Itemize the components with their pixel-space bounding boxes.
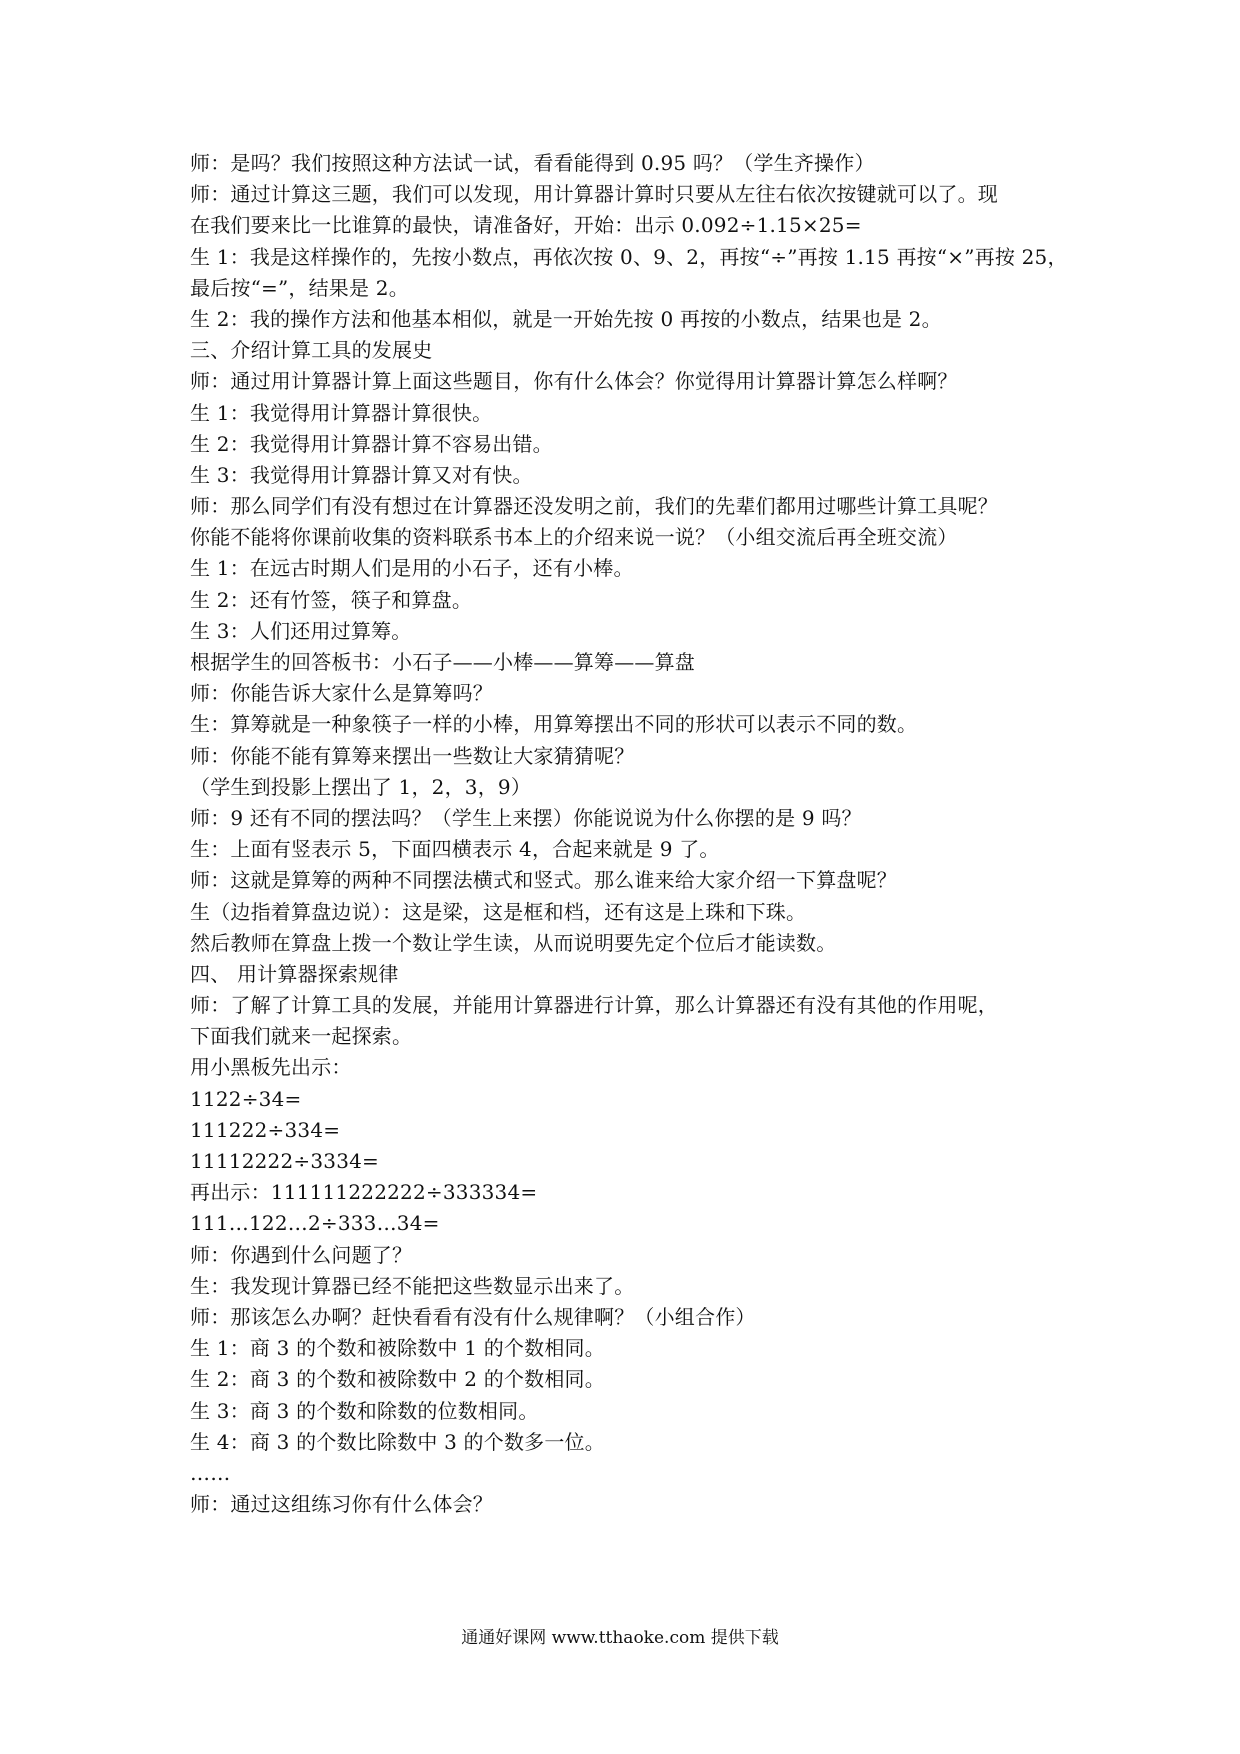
equation-line: 111…122…2÷333…34=: [190, 1211, 440, 1236]
text-line: 师：这就是算筹的两种不同摆法横式和竖式。那么谁来给大家介绍一下算盘呢？: [190, 868, 897, 893]
text-line: （学生到投影上摆出了 1，2，3，9）: [190, 774, 532, 799]
text-line: 生：上面有竖表示 5，下面四横表示 4，合起来就是 9 了。: [190, 837, 720, 862]
text-line: 生 1：商 3 的个数和被除数中 1 的个数相同。: [190, 1336, 605, 1361]
text-line: 生 1：我觉得用计算器计算很快。: [190, 400, 493, 425]
text-line: 师：通过这组练习你有什么体会？: [190, 1492, 493, 1517]
text-line: 生 1：在远古时期人们是用的小石子，还有小棒。: [190, 556, 634, 581]
text-line: 师：那该怎么办啊？赶快看看有没有什么规律啊？（小组合作）: [190, 1304, 756, 1329]
text-line: 生 2：我的操作方法和他基本相似，就是一开始先按 0 再按的小数点，结果也是 2。: [190, 306, 942, 331]
document-body: [190, 148, 1070, 1520]
ellipsis-line: ……: [190, 1460, 231, 1485]
text-line: 然后教师在算盘上拨一个数让学生读，从而说明要先定个位后才能读数。: [190, 930, 837, 955]
text-line: 在我们要来比一比谁算的最快，请准备好，开始：出示 0.092÷1.15×25=: [190, 213, 862, 238]
text-line: 生 3：人们还用过算筹。: [190, 618, 412, 643]
text-line: 师：那么同学们有没有想过在计算器还没发明之前，我们的先辈们都用过哪些计算工具呢？: [190, 494, 998, 519]
text-line: 生 2：还有竹签，筷子和算盘。: [190, 587, 473, 612]
equation-line: 再出示：111111222222÷333334=: [190, 1180, 538, 1205]
section-heading: 四、 用计算器探索规律: [190, 961, 399, 986]
text-line: 师：你遇到什么问题了？: [190, 1242, 413, 1267]
text-line: 师：了解了计算工具的发展，并能用计算器进行计算，那么计算器还有没有其他的作用呢，: [190, 993, 998, 1018]
text-line: 师：你能告诉大家什么是算筹吗？: [190, 681, 493, 706]
equation-line: 11112222÷3334=: [190, 1149, 380, 1173]
text-line: 师：是吗？我们按照这种方法试一试，看看能得到 0.95 吗？（学生齐操作）: [190, 151, 875, 175]
text-line: 生 3：商 3 的个数和除数的位数相同。: [190, 1398, 539, 1423]
section-heading: 三、介绍计算工具的发展史: [190, 338, 433, 363]
text-line: 你能不能将你课前收集的资料联系书本上的介绍来说一说？（小组交流后再全班交流）: [190, 525, 958, 550]
text-line: 下面我们就来一起探索。: [190, 1024, 413, 1049]
text-line: 最后按“=”，结果是 2。: [190, 275, 409, 300]
equation-line: 1122÷34=: [190, 1086, 302, 1111]
page-footer: 通通好课网 www.tthaoke.com 提供下载: [461, 1628, 779, 1648]
text-line: 用小黑板先出示：: [190, 1055, 352, 1080]
text-line: 师：你能不能有算筹来摆出一些数让大家猜猜呢？: [190, 743, 635, 768]
text-line: 生 2：商 3 的个数和被除数中 2 的个数相同。: [190, 1367, 605, 1392]
equation-line: 111222÷334=: [190, 1117, 341, 1142]
text-line: 师：通过用计算器计算上面这些题目，你有什么体会？你觉得用计算器计算怎么样啊？: [190, 369, 958, 394]
text-line: 师：9 还有不同的摆法吗？（学生上来摆）你能说说为什么你摆的是 9 吗？: [190, 805, 862, 830]
text-line: 生 1：我是这样操作的，先按小数点，再依次按 0、9、2，再按“÷”再按 1.15 再按“×”再按 25，: [190, 244, 1068, 269]
text-line: 生 2：我觉得用计算器计算不容易出错。: [190, 431, 553, 456]
text-line: 生：算筹就是一种象筷子一样的小棒，用算筹摆出不同的形状可以表示不同的数。: [190, 712, 918, 737]
text-line: 生 3：我觉得用计算器计算又对有快。: [190, 462, 533, 487]
text-line: 生（边指着算盘边说）：这是梁，这是框和档，还有这是上珠和下珠。: [190, 899, 807, 924]
text-line: 根据学生的回答板书：小石子——小棒——算筹——算盘: [190, 650, 695, 674]
text-line: 师：通过计算这三题，我们可以发现，用计算器计算时只要从左往右依次按键就可以了。现: [190, 182, 998, 207]
text-line: 生：我发现计算器已经不能把这些数显示出来了。: [190, 1273, 635, 1298]
text-line: 生 4：商 3 的个数比除数中 3 的个数多一位。: [190, 1429, 605, 1454]
